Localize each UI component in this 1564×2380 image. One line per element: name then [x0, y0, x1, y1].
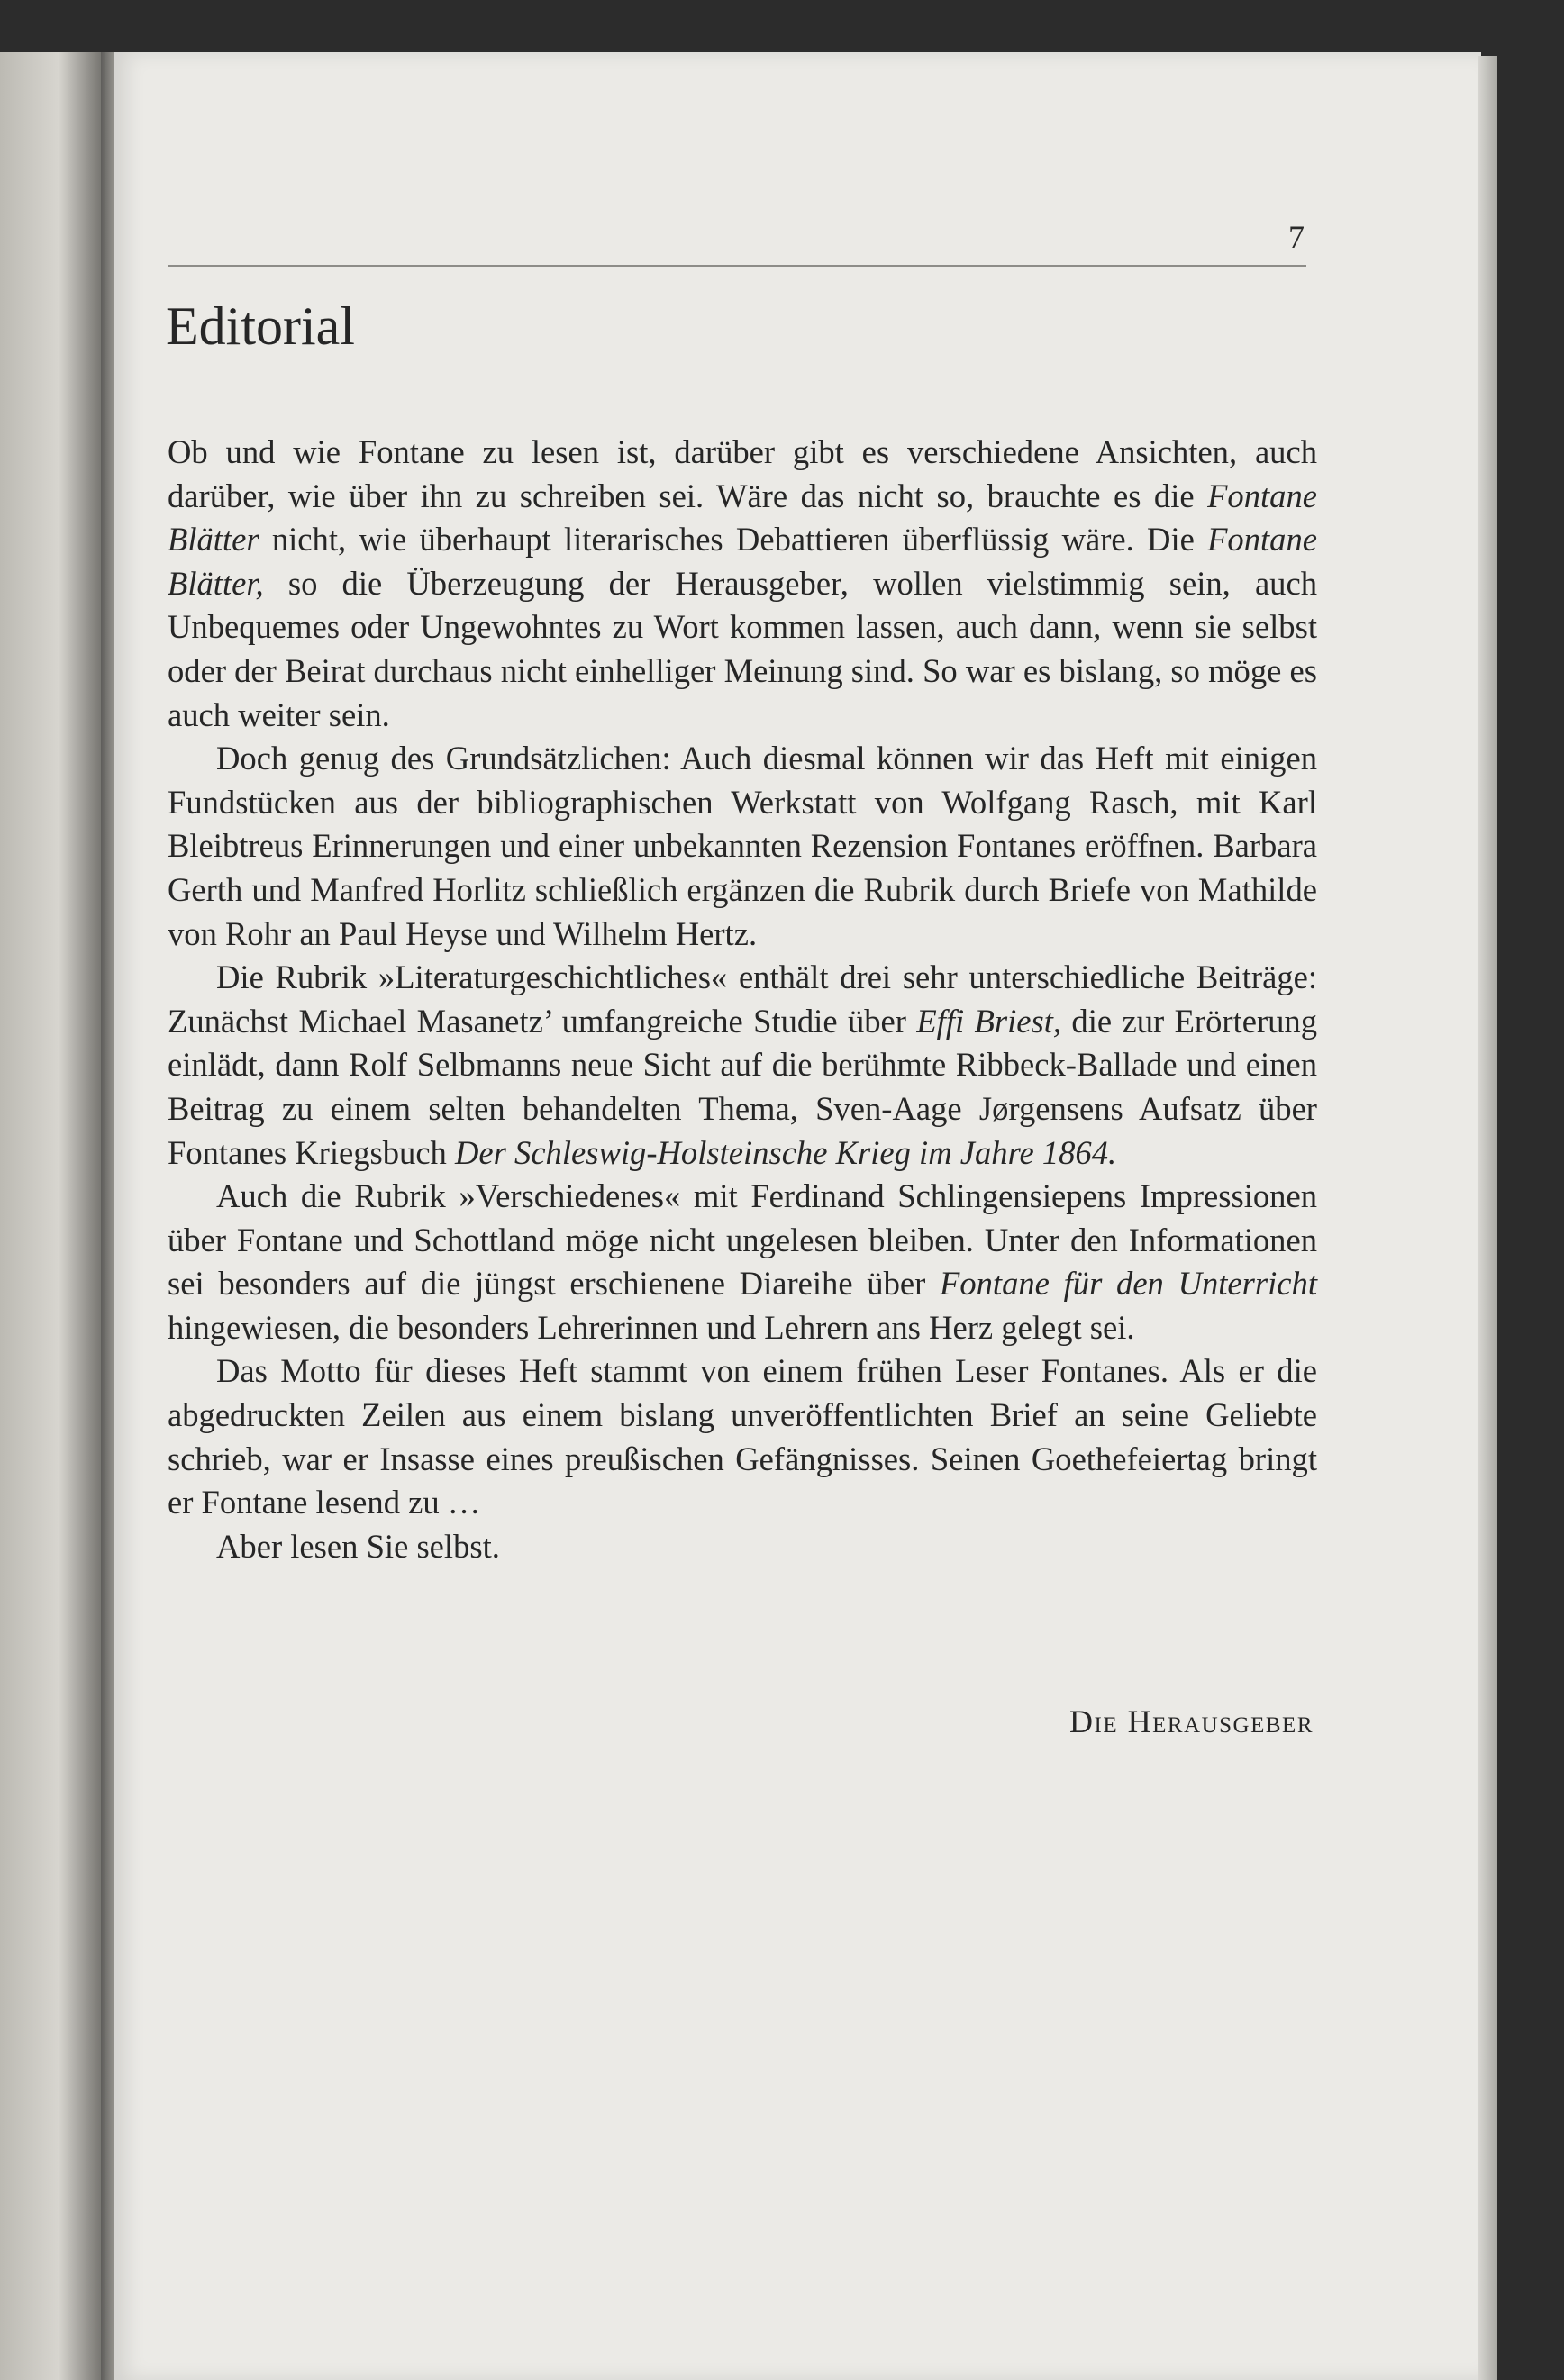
- text-run: Das Motto für dieses Heft stammt von einem frühen Leser Fontanes. Als er die abgedruckten Zeilen aus einem bislang unveröffentlichten Brief an seine Geliebte schrieb, war er Insasse eines preußischen Gefängnisses. Seinen Goethefeiertag bringt er Fontane lesend zu …: [168, 1352, 1317, 1522]
- text-run: Aber lesen Sie selbst.: [216, 1527, 500, 1565]
- text-run: Ob und wie Fontane zu lesen ist, darüber gibt es verschiedene Ansichten, auch darüber, wie über ihn zu schreiben sei. Wäre das nicht so, brauchte es die: [168, 433, 1317, 514]
- italic-title: Fontane für den Unterricht: [940, 1265, 1317, 1303]
- paragraph: [168, 737, 1317, 956]
- signature: Die Herausgeber: [1069, 1703, 1314, 1740]
- text-run: Die Rubrik »Literaturgeschichtliches« enthält drei sehr unterschiedliche Beiträge: Zunächst Michael Masanetz’ umfangreiche Studie über: [168, 958, 1317, 1040]
- paragraph: [168, 1175, 1317, 1349]
- italic-title: Fontane Blätter,: [168, 521, 1317, 602]
- page-number: 7: [1288, 219, 1305, 255]
- text-run: Doch genug des Grundsätzlichen: Auch diesmal können wir das Heft mit einigen Fundstücken aus der bibliographischen Werkstatt von Wolfgang Rasch, mit Karl Bleibtreus Erinnerungen und einer unbekannten Rezension Fontanes eröffnen. Barbara Gerth und Manfred Horlitz schließlich ergänzen die Rubrik durch Briefe von Mathilde von Rohr an Paul Heyse und Wilhelm Hertz.: [168, 740, 1317, 952]
- italic-title: Fontane Blätter: [168, 477, 1317, 559]
- text-run: Auch die Rubrik »Verschiedenes« mit Ferdinand Schlingensiepens Impressionen über Fontane und Schottland möge nicht ungelesen bleiben. Unter den Informationen sei besonders auf die jüngst erschienene Diareihe über: [168, 1177, 1317, 1303]
- paragraph: [168, 956, 1317, 1175]
- header-rule: [168, 265, 1306, 267]
- editorial-body: [168, 431, 1317, 1568]
- text-run: nicht, wie überhaupt literarisches Debattieren überflüssig wäre. Die: [259, 521, 1208, 559]
- text-run: die zur Erörterung einlädt, dann Rolf Selbmanns neue Sicht auf die berühmte Ribbeck-Ballade und einen Beitrag zu einem selten behandelten Thema, Sven-Aage Jørgensens Aufsatz über Fontanes Kriegsbuch: [168, 1002, 1318, 1171]
- paragraph: [168, 431, 1317, 737]
- paragraph: [168, 1349, 1317, 1524]
- facing-page-edge: [0, 52, 106, 2380]
- paragraph: [168, 1525, 1317, 1569]
- page-block-edge: [1478, 56, 1497, 2380]
- text-run: hingewiesen, die besonders Lehrerinnen und Lehrern ans Herz gelegt sei.: [168, 1308, 1135, 1346]
- text-run: so die Überzeugung der Herausgeber, wollen vielstimmig sein, auch Unbequemes oder Ungewohntes zu Wort kommen lassen, auch dann, wenn sie selbst oder der Beirat durchaus nicht einhelliger Meinung sind. So war es bislang, so möge es auch weiter sein.: [168, 564, 1317, 733]
- italic-title: Der Schleswig-Holsteinsche Krieg im Jahre 1864.: [455, 1133, 1117, 1171]
- page-title: Editorial: [166, 296, 355, 356]
- italic-title: Effi Briest,: [916, 1002, 1062, 1040]
